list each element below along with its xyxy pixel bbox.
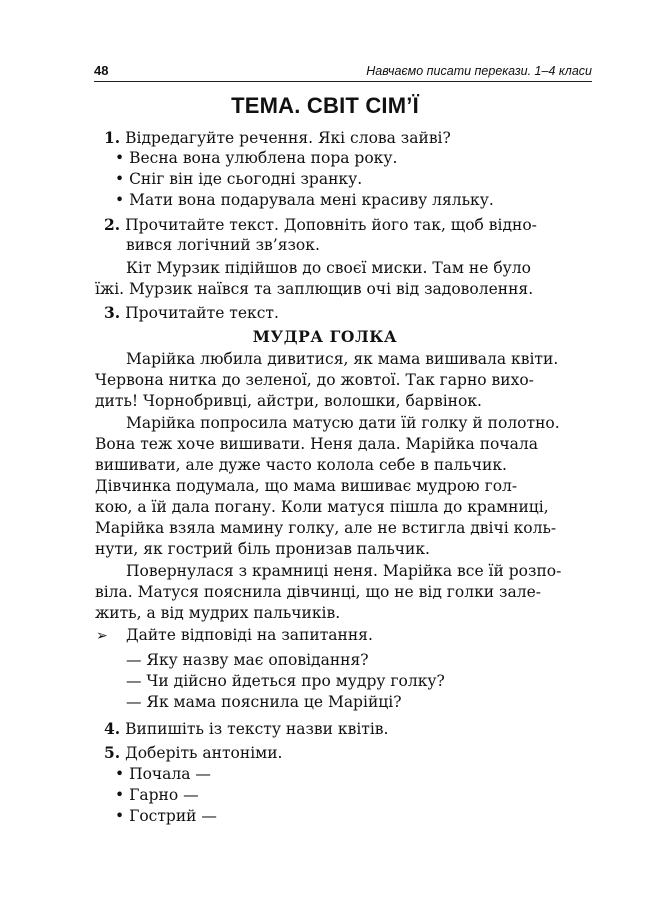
story-line: Вона теж хоче вишивати. Неня дала. Марійка почала: [95, 435, 538, 453]
story-line: Марійка любила дивитися, як мама вишивала квіти.: [126, 350, 559, 368]
task-2: [104, 215, 537, 234]
task-5: [104, 743, 282, 762]
story-line: віла. Матуся пояснила дівчинці, що не від голки зале-: [95, 583, 541, 601]
antonym-item: • Гарно —: [115, 786, 199, 804]
question-item: — Чи дійсно йдеться про мудру голку?: [126, 672, 445, 690]
story-line: Червона нитка до зеленої, до жовтої. Так гарно вихо-: [95, 371, 534, 389]
question-item: — Як мама пояснила це Марійці?: [126, 693, 402, 711]
task-3-number: 3.: [104, 303, 121, 322]
task-5-text: Доберіть антоніми.: [125, 744, 283, 762]
questions-prompt: Дайте відповіді на запитання.: [126, 626, 373, 644]
task-4: [104, 719, 388, 738]
task-2-number: 2.: [104, 215, 121, 234]
antonym-item: • Почала —: [115, 765, 211, 783]
story-line: Марійка взяла мамину голку, але не встигла двічі коль-: [95, 519, 557, 537]
story-line: кою, а їй дала погану. Коли матуся пішла до крамниці,: [95, 498, 549, 516]
story-line: жить, а від мудрих пальчиків.: [95, 604, 341, 622]
antonym-item: • Гострий —: [115, 807, 217, 825]
task-1: [104, 128, 451, 147]
task-1-item: • Мати вона подарувала мені красиву ляльку.: [115, 191, 494, 209]
question-item: — Яку назву має оповідання?: [126, 651, 369, 669]
story-line: Дівчинка подумала, що мама вишиває мудрою гол-: [95, 477, 518, 495]
page-title: ТЕМА. СВІТ СІМ’Ї: [231, 93, 419, 118]
story-line: Марійка попросила матусю дати їй голку й полотно.: [126, 414, 560, 432]
story-line: Повернулася з крамниці неня. Марійка все їй розпо-: [126, 562, 562, 580]
arrow-bullet-icon: ➢: [96, 628, 108, 644]
story-line: вишивати, але дуже часто колола себе в пальчик.: [95, 456, 507, 474]
task-1-item: • Весна вона улюблена пора року.: [115, 149, 398, 167]
task-1-number: 1.: [104, 128, 121, 147]
task-1-text: Відредагуйте речення. Які слова зайві?: [125, 129, 451, 147]
task-3: [104, 303, 279, 322]
task-2-passage-line: Кіт Мурзик підійшов до своєї миски. Там не було: [126, 259, 531, 277]
task-1-item: • Сніг він іде сьогодні зранку.: [115, 170, 363, 188]
task-3-text: Прочитайте текст.: [125, 304, 279, 322]
task-2-text-cont: вився логічний зв’язок.: [126, 236, 320, 254]
story-title: МУДРА ГОЛКА: [252, 327, 398, 346]
task-2-text: Прочитайте текст. Доповніть його так, щоб відно-: [125, 216, 537, 234]
running-header: [94, 59, 592, 82]
story-line: нути, як гострий біль пронизав пальчик.: [95, 540, 430, 558]
story-line: дить! Чорнобривці, айстри, волошки, барвінок.: [95, 392, 482, 410]
task-2-passage-line: їжі. Мурзик наївся та заплющив очі від задоволення.: [95, 280, 534, 298]
task-4-text: Випишіть із тексту назви квітів.: [125, 720, 389, 738]
task-5-number: 5.: [104, 743, 121, 762]
task-4-number: 4.: [104, 719, 121, 738]
book-title: Навчаємо писати перекази. 1–4 класи: [366, 64, 592, 78]
page-number: 48: [94, 63, 109, 78]
